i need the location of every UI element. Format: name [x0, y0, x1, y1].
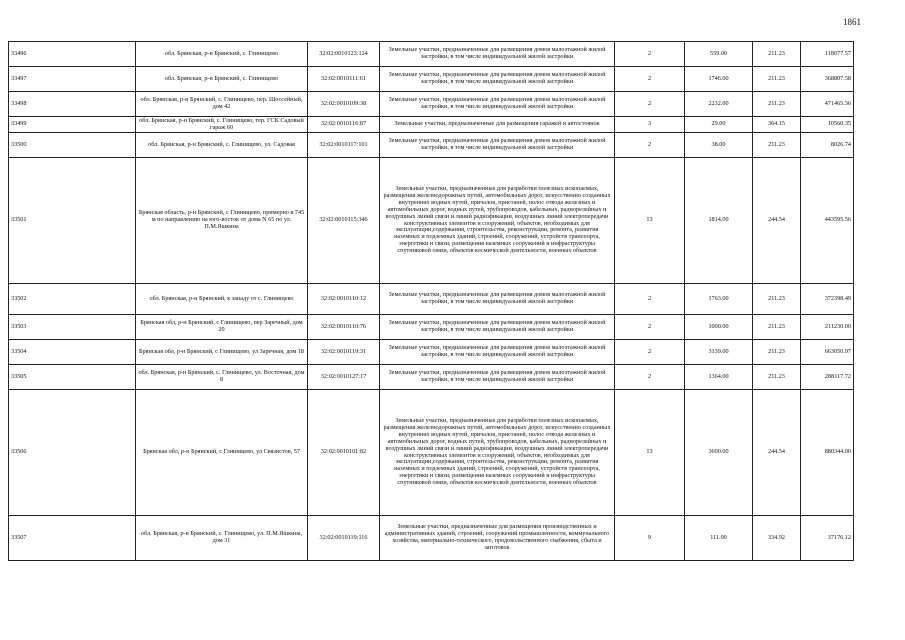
cadastral-number-cell: 32:02:0010101:82 — [308, 390, 380, 516]
land-use-cell: Земельные участки, предназначенные для размещения домов малоэтажной жилой застройки, в том числе индивидуальной жилой застройки — [380, 315, 615, 340]
rate-cell: 364.15 — [753, 117, 801, 133]
cadastral-value-cell: 471465.36 — [801, 92, 854, 117]
group-number-cell: 13 — [615, 390, 685, 516]
area-cell: 1763.00 — [685, 284, 753, 315]
cadastral-number-cell: 32:02:0010115:346 — [308, 158, 380, 284]
rate-cell: 211.23 — [753, 340, 801, 365]
cadastral-number-cell: 32:02:0010119:116 — [308, 516, 380, 561]
table-row — [9, 516, 854, 561]
group-number-cell: 2 — [615, 67, 685, 92]
group-number-cell: 2 — [615, 315, 685, 340]
row-number: 33500 — [9, 133, 136, 158]
rate-cell: 211.23 — [753, 133, 801, 158]
cadastral-value-cell: 118077.57 — [801, 42, 854, 67]
group-number-cell: 2 — [615, 42, 685, 67]
table-row — [9, 158, 854, 284]
cadastral-number-cell: 32:02:0010109:38 — [308, 92, 380, 117]
land-use-cell: Земельные участки, предназначенные для размещения домов малоэтажной жилой застройки, в том числе индивидуальной жилой застройки — [380, 92, 615, 117]
cadastral-number-cell: 32:02:0010127:17 — [308, 365, 380, 390]
area-cell: 1746.00 — [685, 67, 753, 92]
table-row — [9, 365, 854, 390]
row-number: 33501 — [9, 158, 136, 284]
cadastral-number-cell: 32:02:0010110:12 — [308, 284, 380, 315]
address-cell: обл. Брянская, р-н Брянский, с. Глинищево — [136, 67, 308, 92]
address-cell: Брянская обл, р-н Брянский, с Глинищево, ул Заречная, дом 18 — [136, 340, 308, 365]
cadastral-number-cell: 32:02:0010110:76 — [308, 315, 380, 340]
address-cell: Брянская обл, р-н Брянский, с Глинищево, ул Связистов, 57 — [136, 390, 308, 516]
group-number-cell: 3 — [615, 117, 685, 133]
area-cell: 111.00 — [685, 516, 753, 561]
table-body — [9, 42, 854, 561]
group-number-cell: 2 — [615, 92, 685, 117]
address-cell: обл. Брянская, р-н Брянский, к западу от с. Глинищево — [136, 284, 308, 315]
land-use-cell: Земельные участки, предназначенные для разработки полезных ископаемых, размещения железнодорожных путей, автомобильных дорог, искусственно созданных внутренних водных путей, причалов, пристаней, полос отвода железных и автомобильных дорог, водных путей, трубопроводов, кабельных, радиорелейных и воздушных линий связи и линий радиофикации, воздушных линий электропередачи конструктивных элементов и сооружений, объектов, необходимых для эксплуатации,содержания, строительства, реконструкции, ремонта, развития наземных и подземных зданий, строений, сооружений, устройств транспорта, энергетики и связи; размещения наземных сооружений и инфраструктуры спутниковой связи, объектов космической деятельности, военных объектов — [380, 158, 615, 284]
row-number: 33499 — [9, 117, 136, 133]
cadastral-number-cell: 32:02:0010116:87 — [308, 117, 380, 133]
area-cell: 559.00 — [685, 42, 753, 67]
table-row — [9, 117, 854, 133]
cadastral-value-cell: 211230.00 — [801, 315, 854, 340]
table-row — [9, 315, 854, 340]
address-cell: обл. Брянская, р-н Брянский, с. Глинищево, ул. П.М.Яшкина, дом 31 — [136, 516, 308, 561]
group-number-cell: 2 — [615, 284, 685, 315]
rate-cell: 211.23 — [753, 42, 801, 67]
land-use-cell: Земельные участки, предназначенные для размещения домов малоэтажной жилой застройки, в том числе индивидуальной жилой застройки — [380, 133, 615, 158]
land-use-cell: Земельные участки, предназначенные для размещения домов малоэтажной жилой застройки, в том числе индивидуальной жилой застройки — [380, 67, 615, 92]
area-cell: 1000.00 — [685, 315, 753, 340]
table-row — [9, 284, 854, 315]
cadastral-number-cell: 32:02:0010111:61 — [308, 67, 380, 92]
row-number: 33496 — [9, 42, 136, 67]
table-row — [9, 92, 854, 117]
area-cell: 3600.00 — [685, 390, 753, 516]
land-use-cell: Земельные участки, предназначенные для размещения домов малоэтажной жилой застройки, в том числе индивидуальной жилой застройки — [380, 365, 615, 390]
address-cell: Брянская обл, р-н Брянский, с Глинищево, пер Заречный, дом 20 — [136, 315, 308, 340]
area-cell: 3139.00 — [685, 340, 753, 365]
cadastral-number-cell: 32:02:0010123:124 — [308, 42, 380, 67]
table-row — [9, 340, 854, 365]
cadastral-value-cell: 368807.58 — [801, 67, 854, 92]
page-number: 1861 — [843, 17, 861, 27]
cadastral-value-cell: 10560.35 — [801, 117, 854, 133]
land-use-cell: Земельные участки, предназначенные для разработки полезных ископаемых, размещения железнодорожных путей, автомобильных дорог, искусственно созданных внутренних водных путей, причалов, пристаней, полос отвода железных и автомобильных дорог, водных путей, трубопроводов, кабельных, радиорелейных и воздушных линий связи и линий радиофикации, воздушных линий электропередачи конструктивных элементов и сооружений, объектов, необходимых для эксплуатации,содержания, строительства, реконструкции, ремонта, развития наземных и подземных зданий, строений, сооружений, устройств транспорта, энергетики и связи; размещения наземных сооружений и инфраструктуры спутниковой связи, объектов космической деятельности, военных объектов — [380, 390, 615, 516]
area-cell: 1814.00 — [685, 158, 753, 284]
rate-cell: 244.54 — [753, 390, 801, 516]
row-number: 33507 — [9, 516, 136, 561]
row-number: 33503 — [9, 315, 136, 340]
cadastral-value-cell: 880344.00 — [801, 390, 854, 516]
cadastral-number-cell: 32:02:0010117:101 — [308, 133, 380, 158]
rate-cell: 211.23 — [753, 315, 801, 340]
land-use-cell: Земельные участки, предназначенные для размещения домов малоэтажной жилой застройки, в том числе индивидуальной жилой застройки — [380, 284, 615, 315]
land-use-cell: Земельные участки, предназначенные для размещения гаражей и автостоянок — [380, 117, 615, 133]
land-use-cell: Земельные участки, предназначенные для размещения домов малоэтажной жилой застройки, в том числе индивидуальной жилой застройки — [380, 42, 615, 67]
cadastral-value-cell: 443595.56 — [801, 158, 854, 284]
row-number: 33505 — [9, 365, 136, 390]
address-cell: Брянская область, р-н Брянский, с Глинищево, примерно в 745 м по направлению на юго-восток от дома N 65 по ул. П.М.Яшкина — [136, 158, 308, 284]
area-cell: 29.00 — [685, 117, 753, 133]
row-number: 33497 — [9, 67, 136, 92]
row-number: 33502 — [9, 284, 136, 315]
area-cell: 1364.00 — [685, 365, 753, 390]
group-number-cell: 2 — [615, 133, 685, 158]
address-cell: обл. Брянская, р-н Брянский, с. Глинищево, пер. Шоссейный, дом 42 — [136, 92, 308, 117]
group-number-cell: 2 — [615, 365, 685, 390]
address-cell: обл. Брянская, р-н Брянский, с. Глинищево, ул. Восточная, дом 8 — [136, 365, 308, 390]
rate-cell: 244.54 — [753, 158, 801, 284]
rate-cell: 211.23 — [753, 67, 801, 92]
cadastral-value-cell: 372398.49 — [801, 284, 854, 315]
address-cell: обл. Брянская, р-н Брянский, с. Глинищево, тер. ГСК Садовый гараж 60 — [136, 117, 308, 133]
rate-cell: 211.23 — [753, 92, 801, 117]
table-row — [9, 133, 854, 158]
group-number-cell: 2 — [615, 340, 685, 365]
cadastral-number-cell: 32:02:0010119:31 — [308, 340, 380, 365]
cadastral-value-cell: 288117.72 — [801, 365, 854, 390]
cadastral-value-cell: 8026.74 — [801, 133, 854, 158]
rate-cell: 211.23 — [753, 365, 801, 390]
rate-cell: 334.92 — [753, 516, 801, 561]
table-row — [9, 390, 854, 516]
area-cell: 2232.00 — [685, 92, 753, 117]
area-cell: 38.00 — [685, 133, 753, 158]
address-cell: обл. Брянская, р-н Брянский, с. Глинищево — [136, 42, 308, 67]
table-row — [9, 67, 854, 92]
cadastral-value-cell: 663050.97 — [801, 340, 854, 365]
address-cell: обл. Брянская, р-н Брянский, с. Глинищево, ул. Садовая — [136, 133, 308, 158]
group-number-cell: 13 — [615, 158, 685, 284]
cadastral-value-cell: 37176.12 — [801, 516, 854, 561]
land-use-cell: Земельные участки, предназначенные для размещения производственных и административных зданий, строений, сооружений промышленности, коммунального хозяйства, материально-технического, продовольственного снабжения, сбыта и заготовок — [380, 516, 615, 561]
group-number-cell: 9 — [615, 516, 685, 561]
table-row — [9, 42, 854, 67]
land-use-cell: Земельные участки, предназначенные для размещения домов малоэтажной жилой застройки, в том числе индивидуальной жилой застройки — [380, 340, 615, 365]
row-number: 33506 — [9, 390, 136, 516]
cadastral-value-table — [8, 41, 854, 561]
row-number: 33498 — [9, 92, 136, 117]
rate-cell: 211.23 — [753, 284, 801, 315]
row-number: 33504 — [9, 340, 136, 365]
